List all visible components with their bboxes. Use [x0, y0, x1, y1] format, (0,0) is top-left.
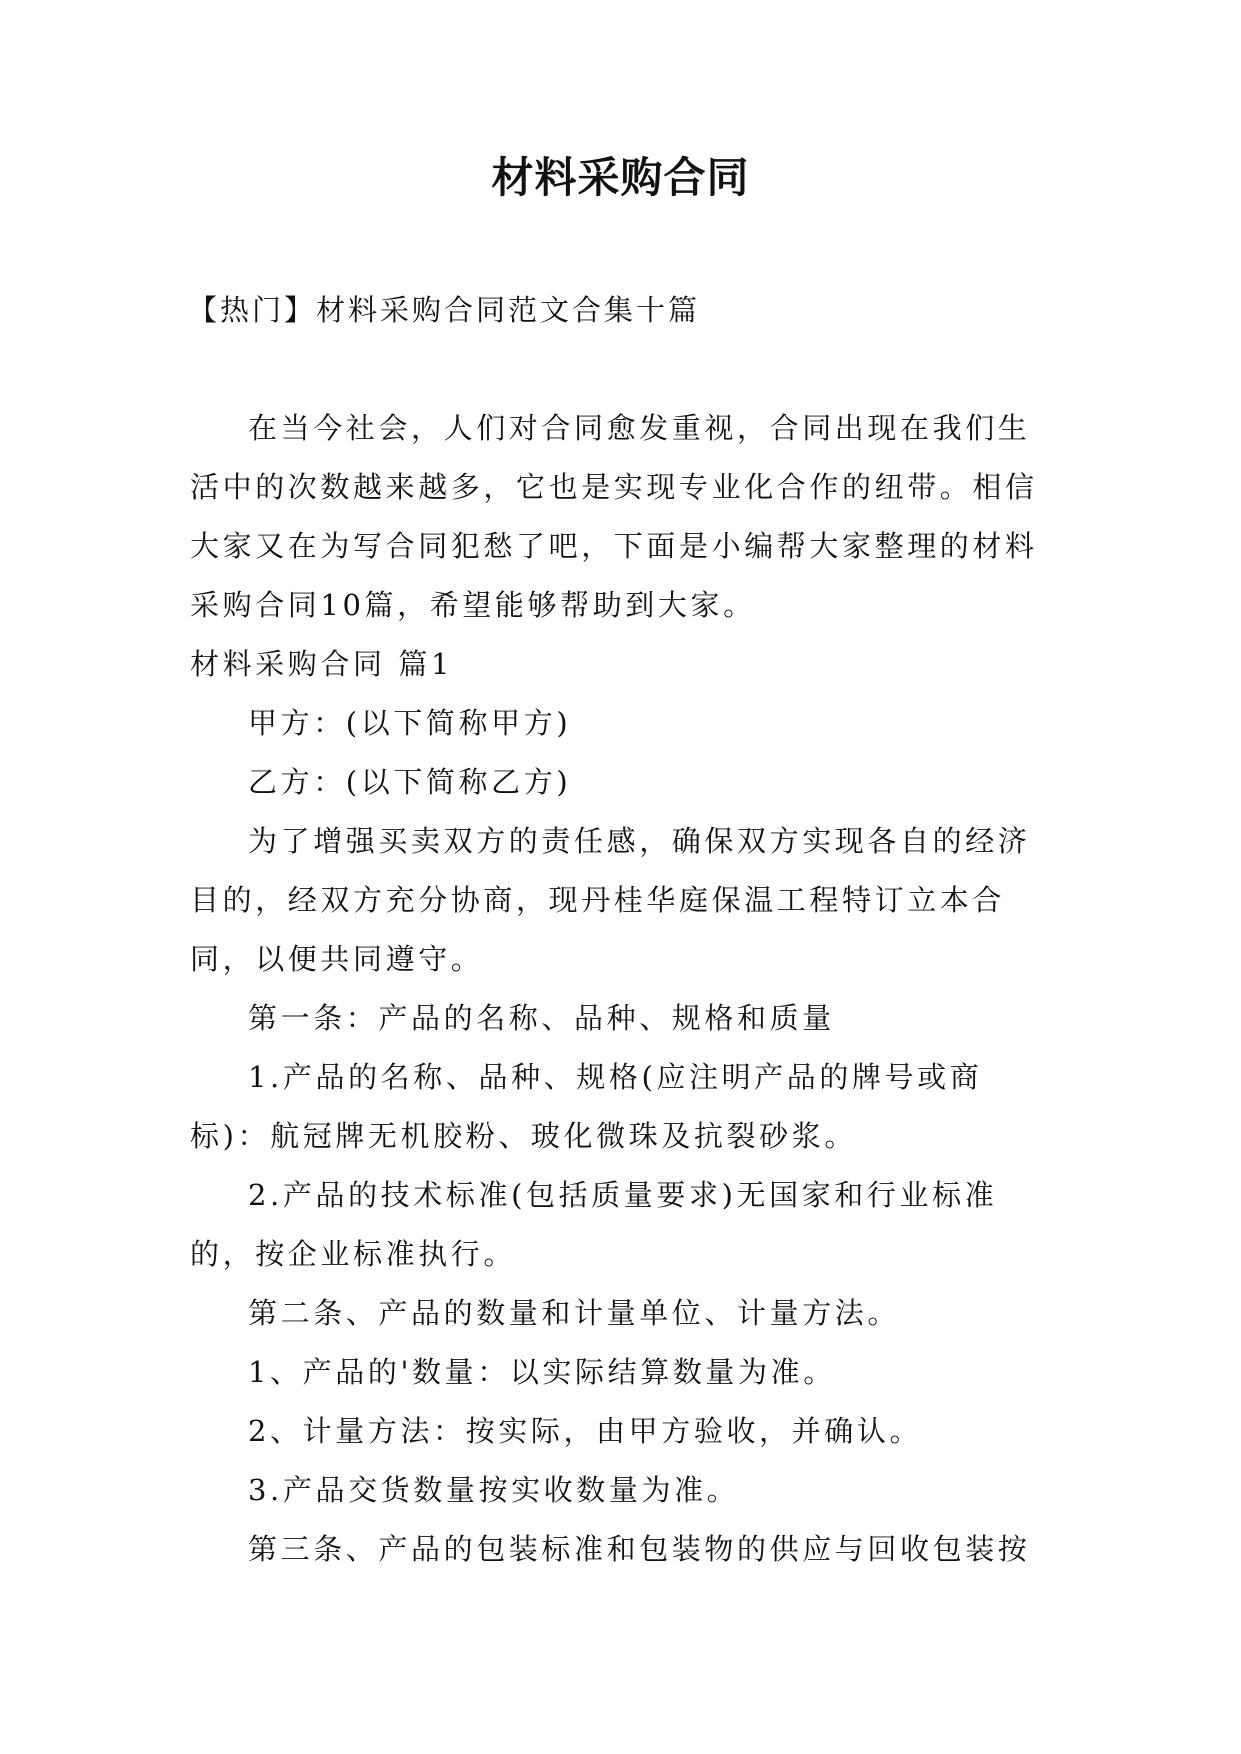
party-a-line: 甲方：(以下简称甲方) — [248, 706, 572, 740]
article-heading: 第三条、产品的包装标准和包装物的供应与回收包装按 — [248, 1532, 1031, 1566]
clause-paragraph: 2.产品的技术标准(包括质量要求)无国家和行业标准的，按企业标准执行。 — [190, 1178, 998, 1271]
document-subtitle: 【热门】材料采购合同范文合集十篇 — [188, 293, 701, 327]
intro-paragraph: 在当今社会，人们对合同愈发重视，合同出现在我们生活中的次数越来越多，它也是实现专业化合作的纽带。相信大家又在为写合同犯愁了吧，下面是小编帮大家整理的材料采购合同10篇，希望能够帮助到大家。 — [190, 411, 1038, 622]
purpose-paragraph: 为了增强买卖双方的责任感，确保双方实现各自的经济目的，经双方充分协商，现丹桂华庭保温工程特订立本合同，以便共同遵守。 — [190, 824, 1031, 976]
article-heading: 第一条：产品的名称、品种、规格和质量 — [248, 1001, 835, 1035]
document-title: 材料采购合同 — [491, 153, 750, 202]
clause-paragraph: 1、产品的'数量：以实际结算数量为准。 — [248, 1355, 836, 1389]
party-b-line: 乙方：(以下简称乙方) — [248, 765, 572, 799]
clause-paragraph: 3.产品交货数量按实收数量为准。 — [248, 1473, 740, 1507]
clause-paragraph: 1.产品的名称、品种、规格(应注明产品的牌号或商标)：航冠牌无机胶粉、玻化微珠及抗裂砂浆。 — [190, 1060, 983, 1153]
article-heading: 第二条、产品的数量和计量单位、计量方法。 — [248, 1296, 901, 1330]
section-heading: 材料采购合同 篇1 — [190, 647, 454, 681]
document-body — [190, 399, 1060, 1579]
clause-paragraph: 2、计量方法：按实际，由甲方验收，并确认。 — [248, 1414, 923, 1448]
